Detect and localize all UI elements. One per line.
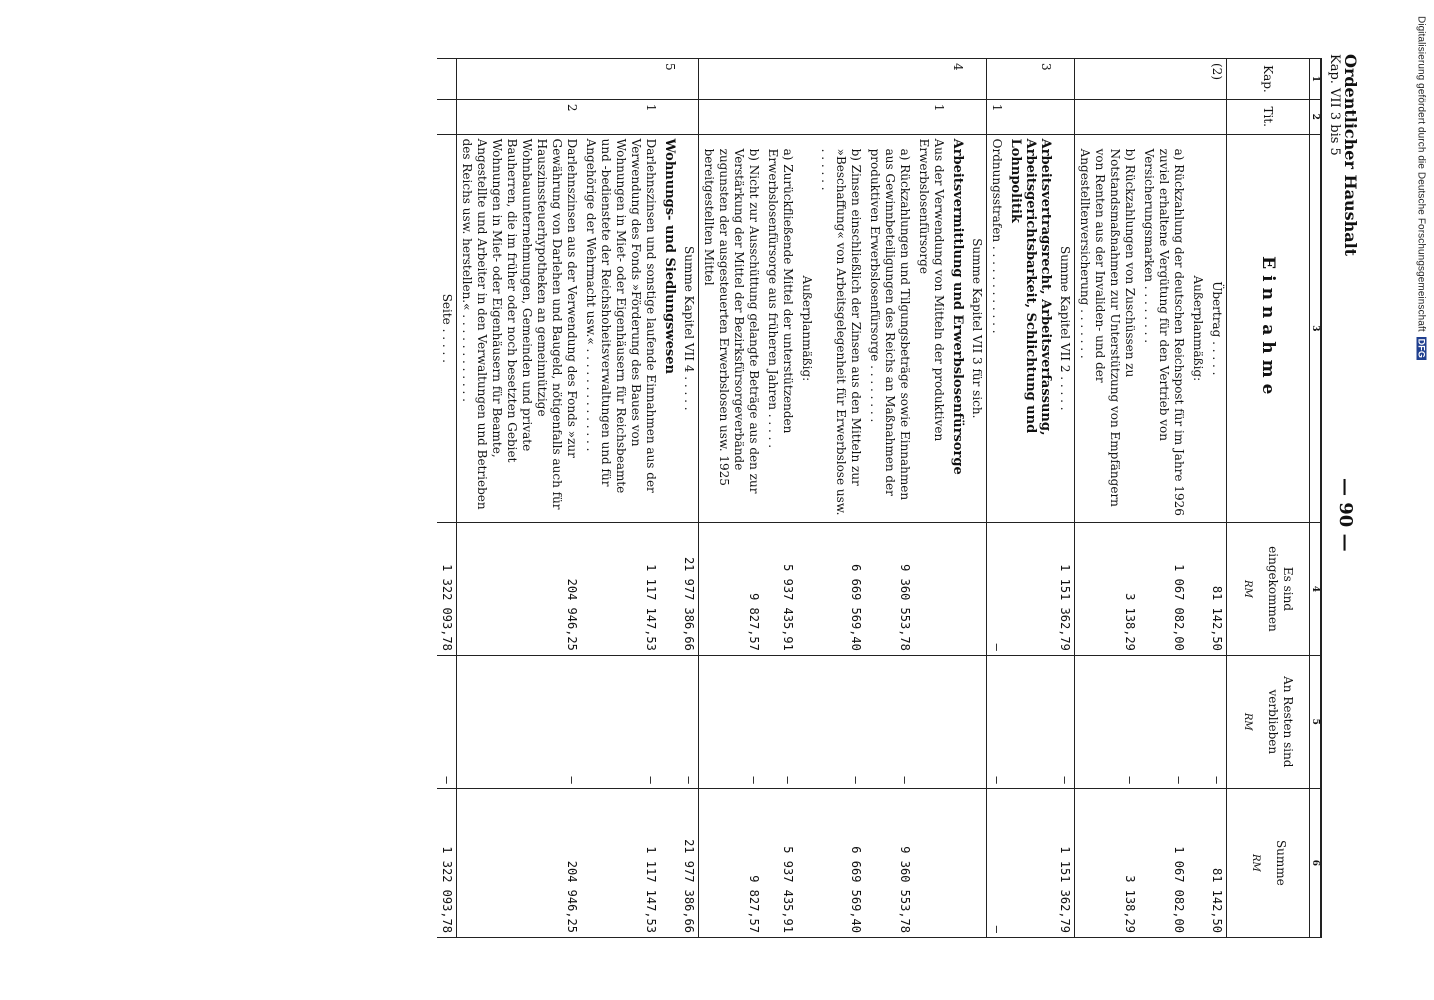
column-number-row (1310, 59, 1322, 938)
cell-c5: — (865, 655, 914, 788)
table-row (948, 59, 967, 938)
header-eingekommen (1227, 523, 1310, 656)
table-row (865, 59, 914, 938)
cell-text: Arbeitsvertragsrecht, Arbeitsverfassung, Arbeitsgerichtsbarkeit, Schlichtung und Lohnpolitik (1006, 134, 1055, 522)
cell-c6 (1188, 788, 1207, 937)
digitization-note (1410, 8, 1432, 992)
cell-c4: 1 322 093,78 (437, 523, 457, 656)
cell-c6 (1006, 788, 1055, 937)
cell-c4: 9 827,57 (699, 523, 764, 656)
cell-tit (699, 99, 764, 134)
header-c6-label: Summe (1274, 839, 1288, 886)
cell-text: Summe Kapitel VII 2 . . . . . (1055, 134, 1075, 522)
cell-tit (967, 99, 987, 134)
credit-text: Digitalisierung gefördert durch die Deutsche Forschungsgemeinschaft (1415, 16, 1427, 332)
cell-c6 (797, 788, 816, 937)
cell-c5 (914, 655, 948, 788)
table-row (679, 59, 699, 938)
cell-kap (699, 59, 764, 100)
table-row (1207, 59, 1227, 938)
cell-c6: 6 669 569,40 (816, 788, 865, 937)
cell-c6: 81 142,50 (1207, 788, 1227, 937)
cell-c6 (967, 788, 987, 937)
cell-c6 (948, 788, 967, 937)
cell-text: b) Zinsen einschließlich der Zinsen aus den Mitteln zur »Beschaffung« von Arbeitsgelegenheit für Erwerbslose usw. . . . . . . (816, 134, 865, 522)
cell-c4: 3 138,29 (1075, 523, 1140, 656)
cell-kap (797, 59, 816, 100)
cell-kap (437, 59, 457, 100)
ledger-table (437, 58, 1322, 938)
cell-text: Übertrag . . . . . (1207, 134, 1227, 522)
table-row (967, 59, 987, 938)
cell-kap (581, 59, 660, 100)
col-num-6: 6 (1310, 788, 1322, 937)
cell-c6: 21 977 386,66 (679, 788, 699, 937)
cell-tit (1055, 99, 1075, 134)
cell-tit: 1 (987, 99, 1007, 134)
cell-tit (865, 99, 914, 134)
cell-kap (816, 59, 865, 100)
cell-kap (1188, 59, 1207, 100)
cell-c5: — (581, 655, 660, 788)
cell-kap (1139, 59, 1188, 100)
cell-text: Darlehnszinsen aus der Verwendung des Fonds »zur Gewährung von Darlehen und Baugeld, nötigenfalls auch für Hauszinssteuerhypotheken an gemeinnützige Wohnbauunternehmungen, Gemeinden und private Bauherren, die im früher oder noch besetzten Gebiet Wohnungen in Miet- oder Eigenhäusern für Beamte, Angestellte und Arbeiter in den Verwaltungen und Betrieben des Reichs usw. herstellen.« . . . . . . . . . . . . (457, 134, 582, 522)
table-row (457, 59, 582, 938)
cell-c5 (660, 655, 679, 788)
cell-tit (816, 99, 865, 134)
col-num-2: 2 (1310, 99, 1322, 134)
table-row (1188, 59, 1207, 938)
cell-text: b) Rückzahlungen von Zuschüssen zu Notstandsmaßnahmen zur Unterstützung von Empfängern von Renten aus der Invaliden- und der Angestelltenversicherung . . . . . . . (1075, 134, 1140, 522)
table-row (816, 59, 865, 938)
table-row (1139, 59, 1188, 938)
cell-tit (1188, 99, 1207, 134)
table-row (1006, 59, 1055, 938)
table-row (1075, 59, 1140, 938)
table-row (987, 59, 1007, 938)
cell-text: Wohnungs- und Siedlungswesen (660, 134, 679, 522)
cell-c5 (797, 655, 816, 788)
cell-text: Seite . . . . . (437, 134, 457, 522)
col-num-1: 1 (1310, 59, 1322, 100)
col-num-4: 4 (1310, 523, 1322, 656)
cell-kap: (2) (1207, 59, 1227, 100)
unit-c4: RM (1242, 580, 1254, 598)
cell-tit (1075, 99, 1140, 134)
cell-c5 (948, 655, 967, 788)
cell-text: Arbeitsvermittlung und Erwerbslosenfürsorge (948, 134, 967, 522)
cell-text: a) Rückzahlung der deutschen Reichspost für im Jahre 1926 zuviel erhaltene Vergütung für den Vertrieb von Versicherungsmarken . . . . . . . . (1139, 134, 1188, 522)
cell-c6: 1 322 093,78 (437, 788, 457, 937)
unit-c6: RM (1250, 853, 1261, 872)
cell-kap: 4 (948, 59, 967, 100)
cell-c5: — (1055, 655, 1075, 788)
cell-c4 (967, 523, 987, 656)
cell-kap (865, 59, 914, 100)
cell-kap (679, 59, 699, 100)
page-header (1322, 48, 1362, 958)
cell-kap: 3 (1006, 59, 1055, 100)
cell-c6: 204 946,25 (457, 788, 582, 937)
cell-tit (1207, 99, 1227, 134)
header-c4-label: Es sind eingekommen (1266, 546, 1296, 632)
cell-text: Summe Kapitel VII 4 . . . . . (679, 134, 699, 522)
cell-c4: 21 977 386,66 (679, 523, 699, 656)
cell-text: Summe Kapitel VII 3 für sich. (967, 134, 987, 522)
cell-tit (948, 99, 967, 134)
cell-c4: — (987, 523, 1007, 656)
cell-c5: — (699, 655, 764, 788)
cell-c6 (914, 788, 948, 937)
cell-c5: — (1207, 655, 1227, 788)
cell-kap: 5 (660, 59, 679, 100)
cell-c4 (660, 523, 679, 656)
cell-text: b) Nicht zur Ausschüttung gelangte Beträge aus den zur Verstärkung der Mittel der Bezirksfürsorgeverbände zugunsten der ausgesteuerten Erwerbslosen usw. 1925 bereitgestellten Mittel (699, 134, 764, 522)
cell-text: Aus der Verwendung von Mitteln der produktiven Erwerbslosenfürsorge (914, 134, 948, 522)
cell-tit (679, 99, 699, 134)
chapter-range: Kap. VII 3 bis 5 (1327, 54, 1342, 156)
cell-c6: 3 138,29 (1075, 788, 1140, 937)
cell-kap (1055, 59, 1075, 100)
header-einnahme: Einnahme (1227, 134, 1310, 522)
cell-c6: 9 827,57 (699, 788, 764, 937)
cell-tit (1006, 99, 1055, 134)
table-row (1055, 59, 1075, 938)
cell-tit (763, 99, 797, 134)
cell-c4: 1 151 362,79 (1055, 523, 1075, 656)
digitization-credit (1416, 16, 1427, 360)
cell-c5 (1188, 655, 1207, 788)
cell-c6: — (987, 788, 1007, 937)
cell-c6: 9 360 553,78 (865, 788, 914, 937)
cell-c4 (948, 523, 967, 656)
page-title: Ordentlicher Haushalt (1341, 54, 1360, 257)
cell-tit: 1 (914, 99, 948, 134)
cell-c5: — (437, 655, 457, 788)
header-tit: Tit. (1227, 99, 1310, 134)
col-num-5: 5 (1310, 655, 1322, 788)
table-row (797, 59, 816, 938)
table-row (699, 59, 764, 938)
cell-tit (437, 99, 457, 134)
cell-kap (987, 59, 1007, 100)
table-row (437, 59, 457, 938)
cell-c4 (797, 523, 816, 656)
header-reste (1227, 655, 1310, 788)
cell-c4 (914, 523, 948, 656)
rotated-ledger (52, 48, 1362, 958)
cell-text: a) Zurückfließende Mittel der unterstützenden Erwerbslosenfürsorge aus früheren Jahren . . . . . (763, 134, 797, 522)
table-row (660, 59, 679, 938)
column-header-row (1227, 59, 1310, 938)
cell-c4: 9 360 553,78 (865, 523, 914, 656)
cell-tit (660, 99, 679, 134)
cell-tit: 1 (581, 99, 660, 134)
cell-c4: 6 669 569,40 (816, 523, 865, 656)
cell-text: Außerplanmäßig: (797, 134, 816, 522)
ledger-body (437, 59, 1227, 938)
header-kap: Kap. (1227, 59, 1310, 100)
header-c5-label: An Resten sind verblieben (1266, 676, 1296, 768)
cell-c5: — (987, 655, 1007, 788)
cell-c4: 1 117 147,53 (581, 523, 660, 656)
col-num-3: 3 (1310, 134, 1322, 522)
cell-c4: 5 937 435,91 (763, 523, 797, 656)
cell-c5: — (763, 655, 797, 788)
dfg-logo: DFG (1416, 338, 1427, 358)
table-row (763, 59, 797, 938)
cell-c4: 81 142,50 (1207, 523, 1227, 656)
cell-c4: 1 067 082,00 (1139, 523, 1188, 656)
cell-kap (763, 59, 797, 100)
cell-tit (797, 99, 816, 134)
cell-kap (457, 59, 582, 100)
cell-c5: — (816, 655, 865, 788)
cell-kap (1075, 59, 1140, 100)
document-page (32, 0, 1392, 1000)
cell-c5: — (679, 655, 699, 788)
cell-tit (1139, 99, 1188, 134)
cell-text: a) Rückzahlungen und Tilgungsbeträge sowie Einnahmen aus Gewinnbeteiligungen des Reichs an Maßnahmen der produktiven Erwerbslosenfürsorge . . . . . . . . (865, 134, 914, 522)
cell-c5: — (457, 655, 582, 788)
cell-c6: 1 151 362,79 (1055, 788, 1075, 937)
cell-kap (914, 59, 948, 100)
cell-c6: 5 937 435,91 (763, 788, 797, 937)
cell-c4 (1188, 523, 1207, 656)
cell-c5: — (1139, 655, 1188, 788)
cell-kap (967, 59, 987, 100)
cell-c6 (660, 788, 679, 937)
table-row (581, 59, 660, 938)
table-row (914, 59, 948, 938)
page-number: — 90 — (1335, 478, 1356, 552)
cell-c6: 1 117 147,53 (581, 788, 660, 937)
cell-text: Außerplanmäßig: (1188, 134, 1207, 522)
cell-c5 (1006, 655, 1055, 788)
header-summe (1227, 788, 1310, 937)
cell-text: Ordnungsstrafen . . . . . . . . . . . . (987, 134, 1007, 522)
cell-tit: 2 (457, 99, 582, 134)
cell-c5 (967, 655, 987, 788)
unit-c5: RM (1242, 712, 1254, 731)
cell-c6: 1 067 082,00 (1139, 788, 1188, 937)
cell-c5: — (1075, 655, 1140, 788)
cell-text: Darlehnszinsen und sonstige laufende Einnahmen aus der Verwendung des Fonds »Förderung des Baues von Wohnungen in Miet- oder Eigenhäusern für Reichsbeamte und -bedienstete der Reichshoheitsverwaltungen und für Angehörige der Wehrmacht usw.« . . . . . . . . . . . . . . (581, 134, 660, 522)
cell-c4: 204 946,25 (457, 523, 582, 656)
cell-c4 (1006, 523, 1055, 656)
